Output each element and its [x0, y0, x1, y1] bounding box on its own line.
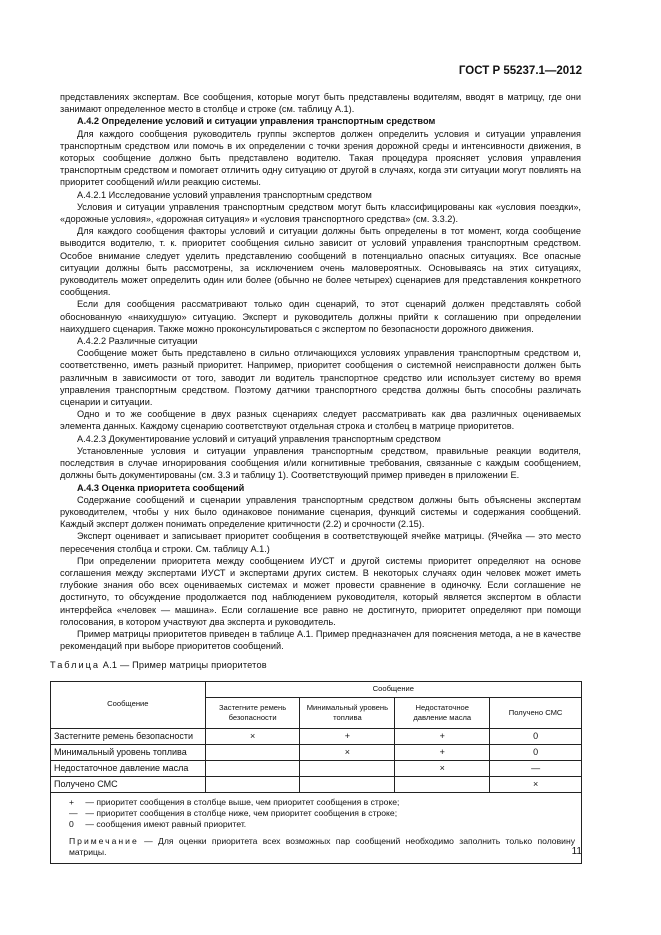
section-heading: А.4.3 Оценка приоритета сообщений	[77, 482, 245, 493]
legend-line	[69, 808, 575, 819]
matrix-cell: +	[395, 728, 490, 744]
column-group-header: Сообщение	[205, 681, 581, 697]
matrix-cell	[205, 744, 300, 760]
paragraph: Если для сообщения рассматривают только один сценарий, то этот сценарий должен представлять собой обоснованную «наихудшую» ситуацию. Эксперт и руководитель должны прийти к соглашению при определении наихудшего сценария. Также можно проконсультироваться с экспертом по безопасности дорожного движения.	[60, 299, 581, 334]
table-note	[69, 836, 575, 858]
matrix-cell	[205, 776, 300, 792]
table-notes	[51, 792, 582, 863]
column-header: Застегните ремень безопасности	[205, 697, 300, 728]
row-label: Получено СМС	[51, 776, 206, 792]
row-label: Недостаточное давление масла	[51, 760, 206, 776]
matrix-cell: 0	[490, 728, 582, 744]
page-number: 11	[571, 846, 582, 857]
legend-symbol: 0	[69, 818, 74, 829]
priority-matrix-table	[50, 681, 582, 864]
paragraph: Условия и ситуации управления транспортным средством могут быть классифицированы как «условия поездки», «дорожные условия», «дорожная ситуация» и «условия транспортного средства» (см. 3.3.2).	[60, 201, 581, 225]
legend-text: — приоритет сообщения в столбце ниже, чем приоритет сообщения в строке;	[85, 807, 398, 818]
document-code: ГОСТ Р 55237.1—2012	[458, 65, 582, 77]
matrix-cell: +	[300, 728, 395, 744]
paragraph: При определении приоритета между сообщением ИУСТ и другой системы приоритет определяют на основе соглашения между экспертами ИУСТ и экспертами других систем. В некоторых случаях один человек может иметь глубокие знания обо всех оцениваемых системах и может провести сравнение в одиночку. Если соглашение не достигнуто, то обсуждение продолжается под наблюдением руководителя, который является экспертом в области интерфейса «человек — машина». Если соглашение все равно не достигнуто, приоритет определяют при помощи голосования, в котором участвуют два эксперта и руководитель.	[60, 555, 581, 627]
matrix-cell: ×	[395, 760, 490, 776]
matrix-cell	[300, 760, 395, 776]
matrix-cell: ×	[300, 744, 395, 760]
paragraph: представлениях экспертам. Все сообщения, которые могут быть представлены водителям, вводят в матрицу, где они занимают определенное место в столбце и строке (см. таблицу А.1).	[60, 92, 581, 115]
table-row	[51, 760, 582, 776]
legend-line	[69, 797, 575, 808]
paragraph: Для каждого сообщения руководитель группы экспертов должен определить условия и ситуации управления транспортным средством или помочь в их определении с точки зрения дорожной среды и интенсивности движения, в которых сообщение должно быть представлено водителю. Такая процедура проясняет условия управления транспортным средством и помогает отличить одну ситуацию от другой в случаях, когда эти ситуации могут повлиять на приоритет сообщений и/или реакцию системы.	[60, 128, 581, 188]
matrix-cell: 0	[490, 744, 582, 760]
paragraph: Пример матрицы приоритетов приведен в таблице А.1. Пример предназначен для пояснения метода, а не в качестве рекомендаций при выборе приоритетов сообщений.	[60, 628, 582, 652]
legend-line	[69, 819, 575, 830]
column-header: Минимальный уровень топлива	[300, 697, 395, 728]
note-text: — Для оценки приоритета всех возможных пар сообщений необходимо заполнить только половину матрицы.	[69, 836, 575, 858]
paragraph: Содержание сообщений и сценарии управления транспортным средством должны быть объяснены экспертам руководителем, чтобы у них было одинаковое понимание сценария, функций системы и содержания сообщений. Каждый эксперт должен понимать определение критичности (2.2) и срочности (2.15).	[60, 494, 581, 530]
subsection-heading: А.4.2.3 Документирование условий и ситуаций управления транспортным средством	[77, 433, 441, 444]
page-body	[50, 91, 582, 864]
matrix-cell	[395, 776, 490, 792]
table-row	[51, 776, 582, 792]
paragraph: Одно и то же сообщение в двух разных сценариях следует рассматривать как два различных оцениваемых элемента данных. Каждому сценарию соответствуют отдельная строка и столбец в матрице приоритетов.	[60, 409, 581, 432]
table-caption-word: Таблица	[50, 660, 101, 671]
matrix-cell: +	[395, 744, 490, 760]
paragraph: Установленные условия и ситуации управления транспортным средством, правильные реакции водителя, последствия в случае игнорирования сообщения и/или когнитивные требования, связанные с каждым сообщением, должны быть документированы (см. 3.3 и таблицу 1). Соответствующий пример приведен в приложении Е.	[60, 445, 581, 481]
note-word: Примечание	[69, 836, 139, 847]
paragraph: Сообщение может быть представлено в сильно отличающихся условиях управления транспортным средством и, соответственно, иметь разный приоритет. Например, приоритет сообщения о системной неисправности должен быть различным в зависимости от того, заводит ли водитель транспортное средство или использует систему во время управления транспортным средством. Поэтому датчики транспортного средства должны быть способны различать сценарии и ситуации.	[60, 348, 581, 408]
paragraph: Эксперт оценивает и записывает приоритет сообщения в соответствующей ячейке матрицы. (Ячейка — это место пересечения столбца и строки. См. таблицу А.1.)	[60, 531, 581, 554]
legend-text: — сообщения имеют равный приоритет.	[85, 818, 247, 829]
table-caption-text: А.1 — Пример матрицы приоритетов	[102, 660, 267, 671]
legend-symbol: +	[69, 796, 75, 807]
row-label: Минимальный уровень топлива	[51, 744, 206, 760]
paragraph: Для каждого сообщения факторы условий и ситуации должны быть определены в тот момент, когда сообщение выводится водителю, т. к. приоритет сообщения сильно зависит от условий управления транспортным средством. Особое внимание следует уделить представлению сообщений в потенциально опасных ситуациях. Все опасные ситуации должны быть рассмотрены, за исключением очень маловероятных. Основываясь на этих ситуациях, руководитель может определить один или более (обычно не более четырех) сценариев для представления конкретного сообщения.	[60, 226, 581, 298]
column-header: Недостаточное давление масла	[395, 697, 490, 728]
matrix-cell: —	[490, 760, 582, 776]
table-caption	[50, 659, 581, 671]
section-heading: А.4.2 Определение условий и ситуации управления транспортным средством	[77, 116, 436, 127]
column-header: Получено СМС	[490, 697, 582, 728]
matrix-cell: ×	[490, 776, 582, 792]
subsection-heading: А.4.2.2 Различные ситуации	[77, 336, 198, 347]
table-row	[51, 744, 582, 760]
row-label: Застегните ремень безопасности	[51, 728, 206, 744]
legend-symbol: —	[69, 807, 78, 818]
table-row	[51, 728, 582, 744]
legend-text: — приоритет сообщения в столбце выше, чем приоритет сообщения в строке;	[85, 796, 400, 807]
matrix-cell	[205, 760, 300, 776]
row-header-cell: Сообщение	[51, 681, 206, 728]
matrix-cell: ×	[205, 728, 300, 744]
matrix-cell	[300, 776, 395, 792]
subsection-heading: А.4.2.1 Исследование условий управления транспортным средством	[77, 189, 372, 200]
